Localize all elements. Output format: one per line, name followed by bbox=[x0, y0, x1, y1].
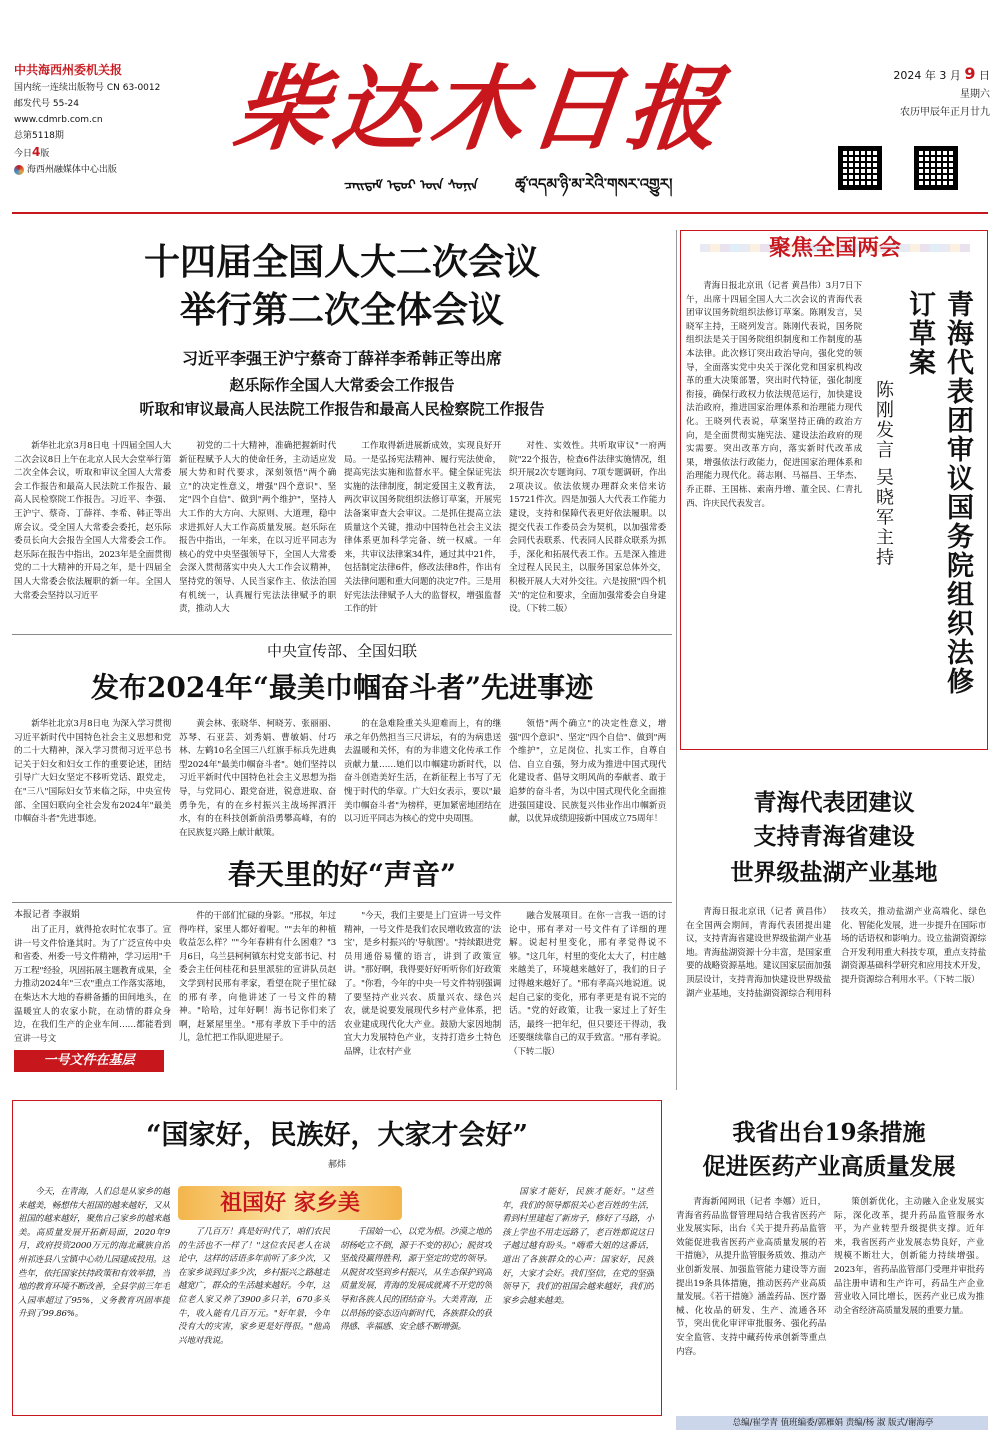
qr-code-left bbox=[838, 146, 882, 190]
postal-code: 邮发代号 55-24 bbox=[14, 99, 80, 109]
qinghai-body bbox=[686, 280, 862, 736]
qr-code-right bbox=[914, 146, 958, 190]
spring-column-4 bbox=[509, 910, 666, 1074]
website: www.cdmrb.com.cn bbox=[14, 115, 103, 125]
essay-column-1 bbox=[18, 1186, 170, 1410]
date-day: 9 bbox=[964, 64, 976, 83]
newspaper-title: 柴达木日报 bbox=[229, 55, 731, 163]
spring-title: 春天里的好“声音” bbox=[227, 858, 457, 891]
essay-column-4 bbox=[502, 1186, 654, 1410]
salt-lake-title-2: 支持青海省建设 bbox=[753, 823, 915, 850]
women-column-3 bbox=[344, 718, 501, 846]
mongolian-title: ᠴᠠᠢᠳᠠᠮ ᠡᠳᠦᠷ ᠦᠨ ᠰᠣᠨᠢᠨ bbox=[344, 178, 479, 193]
issue-number: 总第5118期 bbox=[14, 131, 64, 141]
lead-column-4 bbox=[509, 440, 666, 626]
qinghai-vertical-title: 青海代表团审议国务院组织法修订草案 bbox=[904, 290, 973, 696]
lead-col4-text: 对性、实效性。共听取审议"一府两院"22个报告，检查6件法律实施情况，组织开展2次专题询问、7项专题调研，作出2项决议。依法依规办理群众来信来访15721件次。四是加强人大代表工作能力建设，支持和保障代表更好依法履职。以提交代表工作委员会为契机，以加强常委会同代表联系、代表同人民群众联系为抓手，深化和拓展代表工作。五是深入推进全过程人民民主，以服务国家总体外交，积极开展人大对外交往。六是按照"四个机关"的定位和要求，全面加强常委会自身建设。（下转二版） bbox=[509, 441, 666, 615]
qinghai-vertical-subtitle: 陈刚发言 吴晓军主持 bbox=[873, 380, 894, 568]
salt-lake-body bbox=[686, 906, 986, 1084]
masthead-right bbox=[820, 64, 990, 122]
essay-author: 郝炜 bbox=[327, 1160, 346, 1170]
women-column-1 bbox=[14, 718, 171, 846]
medicine-column-2 bbox=[834, 1196, 984, 1410]
focus-banner: 聚焦全国两会 bbox=[700, 234, 970, 262]
lead-column-2 bbox=[179, 440, 336, 626]
women-kicker: 中央宣传部、全国妇联 bbox=[266, 642, 417, 660]
essay-col1-text: 今天，在青海，人们总是从家乡的越来越美，畅想伟大祖国的越来越好，又从祖国的越来越好，聚焦自己家乡的越来越美。高质量发展开拓新局面，2020年9月，政府投资2000万元的海北藏族自治州祁连县八宝镇中心幼儿园建成投用。这些年，依托国家扶持政策和有效举措，当地的教育环境不断改善，全县学前三年毛入园率超过了95%，义务教育巩固率提升到了99.86%。 bbox=[18, 1187, 170, 1320]
essay-column-2 bbox=[178, 1226, 330, 1410]
spring-col4-text: 融合发展项目。在你一言我一语的讨论中，邢有孝对一号文件有了详细的理解。说起村里变化，邢有孝觉得说不够。"这几年，村里的变化太大了，村庄越来越美了，环境越来越好了，我们的日子过得越来越好了。"邢有孝高兴地说道。说起自己家的变化，邢有孝更是有说不完的话。"党的好政策，让我一家过上了好生活，最终一把年纪，但只要还干得动，我还要继续靠自己的双手致富。"邢有孝说。（下转二版） bbox=[509, 911, 666, 1057]
lead-col3-text: 工作取得新进展新成效，实现良好开局。一是弘扬宪法精神、履行宪法使命，提高宪法实施和监督水平。健全保证宪法实施的法律制度，制定爱国主义教育法，两次审议国务院组织法修订草案，开展宪法备案审查大会审议。二是抓住提高立法质量这个关键，推动中国特色社会主义法律体系更加科学完备、统一权威。一年来，共审议法律案34件，通过其中21件，包括制定法律6件，修改法律8件，作出有关法律问题和重大问题的决定7件。三是用好宪法法律赋予人大的监督权，增强监督工作的针 bbox=[344, 441, 501, 615]
women-column-2 bbox=[179, 718, 336, 846]
lead-col1-text: 新华社北京3月8日电 十四届全国人大二次会议8日上午在北京人民大会堂举行第二次全体会议，听取和审议全国人大常委会工作报告和最高人民法院工作报告、最高人民检察院工作报告。习近平、李强、王沪宁、蔡奇、丁薛祥、李希、韩正等出席会议。受全国人大常委会委托，赵乐际委员长向大会报告全国人大常委会工作。赵乐际在报告中指出，2023年是全面贯彻党的二十大精神的开局之年，是十四届全国人大常委会依法履职的新一年。全国人大常委会坚持以习近平 bbox=[14, 441, 171, 601]
women-column-4 bbox=[509, 718, 666, 846]
date-suffix: 日 bbox=[979, 69, 990, 82]
salt-lake-body-text: 青海日报北京讯（记者 黄昌伟）在全国两会期间，青海代表团提出建议，支持青海省建设世界级盐湖产业基地。青海盐湖资源十分丰富，是国家重要的战略资源基地。建议国家层面加强顶层设计，支持青海加快建设世界级盐湖产业基地，支持盐湖资源综合利用科技攻关，推动盐湖产业高端化、绿色化、智能化发展，进一步提升在国际市场的话语权和影响力。设立盐湖资源综合开发利用重大科技专项，重点支持盐湖资源基础科学研究和应用技术开发，提升资源综合利用水平。（下转二版） bbox=[686, 907, 986, 999]
essay-section-banner: 祖国好 家乡美 bbox=[178, 1186, 402, 1220]
org-name: 中共海西州委机关报 bbox=[14, 63, 123, 77]
essay-col2-text: 了几百万！真是好时代了，咱们农民的生活也不一样了！"这位农民老人在谈论中，这样的话语多年前听了多少次，又在家乡谈到过多少次，乡村振兴之路越走越宽广，群众的生活越来越好。今年，这位老人家又养了3900多只羊，670多头牛，收入能有几百万元。"好年景，今年没有大的灾害，家乡更是好得很。"他高兴地对我说。 bbox=[178, 1227, 330, 1346]
issue-date bbox=[820, 64, 990, 86]
medicine-title-1: 我省出台19条措施 bbox=[732, 1119, 926, 1146]
masthead-left bbox=[14, 60, 214, 178]
publisher-name: 海西州融媒体中心出版 bbox=[26, 165, 117, 175]
page-count bbox=[14, 144, 214, 162]
right-column-divider bbox=[676, 230, 677, 1090]
essay-column-3 bbox=[340, 1226, 492, 1410]
column-tag: 一号文件在基层 bbox=[14, 1050, 164, 1072]
essay-col3-text: 千国始一心，以党为根。沙漠之地的胡杨屹立不倒，源于不变的初心；脱贫攻坚战役赢得胜利，源于坚定的党的领导。从脱贫攻坚到乡村振兴，从生态保护到高质量发展，青海的发展成就离不开党的领导和各族人民的团结奋斗。大美青海，正以昂扬的姿态迈向新时代，各族群众的获得感、幸福感、安全感不断增强。 bbox=[340, 1227, 492, 1333]
spring-column-2 bbox=[179, 910, 336, 1074]
lead-subtitle-1: 习近平李强王沪宁蔡奇丁薛祥李希韩正等出席 bbox=[181, 349, 502, 368]
essay-col4-text: 国家才能好，民族才能好。"这些年，我们的领导都很关心老百姓的生活，看到村里建起了新房子，修好了马路，小孩上学也不用走远路了，老百姓都说这日子越过越有盼头。"嗨希大姐的这番话，道出了各族群众的心声：国家好，民族好，大家才会好。我们坚信，在党的坚强领导下，我们的祖国会越来越好，我们的家乡会越来越美。 bbox=[502, 1187, 654, 1306]
spring-col2-text: 件的干部们忙碌的身影。"邢叔，年过得咋样，家里人都好着呢。""去年的种植收益怎么样？""今年春耕有什么困难？"3月6日，乌兰县柯柯镇东村党支部书记、村委会主任何桂花和县里派驻的宣讲队员赵文学到村民邢有孝家，看望在院子里忙碌的邢有孝，向他讲述了一号文件的精神。"哈哈，过年好啊！海书记你们来了啊，赶紧屋里坐。"邢有孝放下手中的活儿，急忙把工作队迎进屋子。 bbox=[179, 911, 336, 1044]
spring-col3-text: "今天，我们主要是上门宣讲一号文件精神，一号文件是我们农民增收致富的'法宝'，是乡村振兴的'导航图'。"持续跟进党员用通俗易懂的语言，讲到了政策宣讲。"那好啊，我得要好好听听你们好政策了。"你看，今年的中央一号文件特别强调了要坚持产业兴农、质量兴农、绿色兴农，就是说要发展现代乡村产业体系，把农业建成现代化大产业。鼓励大家因地制宜大力发展特色产业，支持打造乡土特色品牌，让农村产业 bbox=[344, 911, 501, 1057]
lead-title-1: 十四届全国人大二次会议 bbox=[143, 241, 540, 283]
salt-lake-title-3: 世界级盐湖产业基地 bbox=[730, 859, 938, 886]
tibetan-title: ཚྭ་འདམ་ཉི་མ་རེའི་གསར་འགྱུར། bbox=[515, 175, 673, 193]
spring-column-3 bbox=[344, 910, 501, 1074]
date-prefix: 2024 年 3 月 bbox=[893, 69, 961, 82]
women-col1-text: 新华社北京3月8日电 为深入学习贯彻习近平新时代中国特色社会主义思想和党的二十大精神，深入学习贯彻习近平总书记关于妇女和妇女工作的重要论述，团结引导广大妇女坚定不移听党话、跟党走，在"三八"国际妇女节来临之际，中央宣传部、全国妇联向全社会发布2024年"最美巾帼奋斗者"先进事迹。 bbox=[14, 719, 171, 825]
publisher-logo-icon bbox=[14, 165, 24, 175]
women-col3-text: 的在急难险重关头迎难而上，有的继承之年仍然担当三尺讲坛，有的为病患送去温暖和关怀，有的为非遗文化传承工作贡献力量……她们以巾帼建功新时代，以奋斗创造美好生活，在新征程上书写了无愧于时代的华章。广大妇女表示，要以"最美巾帼奋斗者"为榜样，更加紧密地团结在以习近平同志为核心的党中央周围。 bbox=[344, 719, 501, 825]
masthead-rule bbox=[12, 212, 988, 214]
spring-rule bbox=[12, 902, 672, 903]
women-col4-text: 领悟"两个确立"的决定性意义，增强"四个意识"、坚定"四个自信"、做到"两个维护"，立足岗位、扎实工作，自尊自信、自立自强，努力成为推进中国式现代化建设者、倡导文明风尚的奉献者、敢于追梦的奋斗者，为以中国式现代化全面推进强国建设、民族复兴伟业作出巾帼新贡献，以优异成绩迎接新中国成立75周年！ bbox=[509, 719, 666, 825]
lead-column-1 bbox=[14, 440, 171, 626]
lead-col2-text: 初党的二十大精神，准确把握新时代新征程赋予人大的使命任务，主动适应发展大势和时代要求，深刻领悟"两个确立"的决定性意义，增强"四个意识"、坚定"四个自信"、做到"两个维护"，坚持人大工作的大方向、大原则、大道理，稳中求进抓好人大工作高质量发展。赵乐际在报告中指出，一年来，在以习近平同志为核心的党中央坚强领导下，全国人大常委会深入贯彻落实中央人大工作会议精神，坚持党的领导、人民当家作主、依法治国有机统一，认真履行宪法法律赋予的职责，推动人大 bbox=[179, 441, 336, 615]
women-col2-text: 黄会林、张晓华、柯晓芳、张丽丽、苏琴、石亚芸、刘秀娟、曹敏娟、付巧林、左鹤10名全国三八红旗手标兵先进典型2024年"最美巾帼奋斗者"。她们坚持以习近平新时代中国特色社会主义思想为指导，与党同心、跟党奋进，锐意进取、奋勇争先，有的在乡村振兴主战场挥洒汗水，有的在科技创新前沿勇攀高峰，有的在民族复兴路上献计献策。 bbox=[179, 719, 336, 838]
qinghai-body-text: 青海日报北京讯（记者 黄昌伟）3月7日下午，出席十四届全国人大二次会议的青海代表团审议国务院组织法修订草案。陈刚发言，吴晓军主持，王晓列发言。陈刚代表说，国务院组织法是关于国务院组织制度和工作制度的基本法律。此次修订突出政治导向，强化党的领导，全面落实党中央关于深化党和国家机构改革的重大决策部署，突出时代特征，强化制度衔接，确保行政权力依法规范运行，加快建设法治政府，推进国家治理体系和治理能力现代化。王晓列代表说，草案坚持正确的政治方向，是全面贯彻实施宪法、建设法治政府的现实需要。突出改革方向，落实新时代改革成果，增强依法行政能力，促进国家治理体系和治理能力现代化。蒋志刚、马福昌、王华杰、乔正群、王国栋、索南丹增、董全民、仁青扎西、许庆民代表发言。 bbox=[686, 281, 862, 509]
spring-byline: 本报记者 李淑娟 bbox=[14, 910, 80, 920]
spring-column-1 bbox=[14, 924, 171, 1044]
footer-credits: 总编/崔学青 值班编委/郭雁娟 责编/杨 淑 版式/谢海亭 bbox=[732, 1418, 934, 1428]
lead-column-3 bbox=[344, 440, 501, 626]
women-rule bbox=[12, 634, 672, 635]
medicine-title-2: 促进医药产业高质量发展 bbox=[702, 1153, 956, 1180]
publisher bbox=[14, 162, 214, 178]
weekday: 星期六 bbox=[960, 89, 990, 100]
medicine-column-1 bbox=[676, 1196, 826, 1410]
page-count-suffix: 版 bbox=[40, 149, 50, 159]
medicine-col1-text: 青海新闻网讯（记者 李娜）近日，青海省药品监督管理局结合我省医药产业发展实际，出台《关于提升药品监管效能促进我省医药产业高质量发展的若干措施》，从提升监管服务质效、推动产业创新发展、加强监管能力建设等方面提出19条具体措施，推动医药产业高质量发展。《若干措施》涵盖药品、医疗器械、化妆品的研发、生产、流通各环节，突出优化审评审批服务、强化药品安全监管、支持中藏药传承创新等重点内容。 bbox=[676, 1197, 826, 1357]
spring-col1-text: 出了正月，就得抢农时忙农事了。宣讲一号文件恰逢其时。为了广泛宣传中央和省委、州委一号文件精神，学习运用"千万工程"经验，巩固拓展主题教育成果，全力推动2024年"三农"重点工作落实落地，在柴达木大地的春耕备播的田间地头，在温暖宜人的农家小院，在动情的群众身边，在我们生产的企业车间……都能看到宣讲一号文 bbox=[14, 925, 171, 1044]
issn: 国内统一连续出版物号 CN 63-0012 bbox=[14, 83, 161, 93]
women-title: 发布2024年“最美巾帼奋斗者”先进事迹 bbox=[90, 671, 594, 704]
lead-title-2: 举行第二次全体会议 bbox=[179, 289, 504, 331]
lead-subtitle-2: 赵乐际作全国人大常委会工作报告 bbox=[229, 376, 455, 394]
lunar-date: 农历甲辰年正月廿九 bbox=[900, 107, 990, 118]
lead-subtitle-3: 听取和审议最高人民法院工作报告和最高人民检察院工作报告 bbox=[139, 400, 545, 418]
page-count-prefix: 今日 bbox=[14, 149, 33, 159]
salt-lake-title-1: 青海代表团建议 bbox=[753, 789, 915, 816]
page-count-number: 4 bbox=[32, 145, 41, 159]
medicine-col2-text: 策创新优化，主动融入企业发展实际，深化改革，提升药品监管服务水平，为产业转型升级提供支撑。近年来，我省医药产业发展态势良好，产业规模不断壮大，创新能力持续增强。2023年，省药品监管部门受理并审批药品注册申请和生产许可，药品生产企业营业收入同比增长，医药产业已成为推动全省经济高质量发展的重要力量。 bbox=[834, 1197, 984, 1316]
essay-title: “国家好，民族好，大家才会好” bbox=[145, 1120, 529, 1151]
